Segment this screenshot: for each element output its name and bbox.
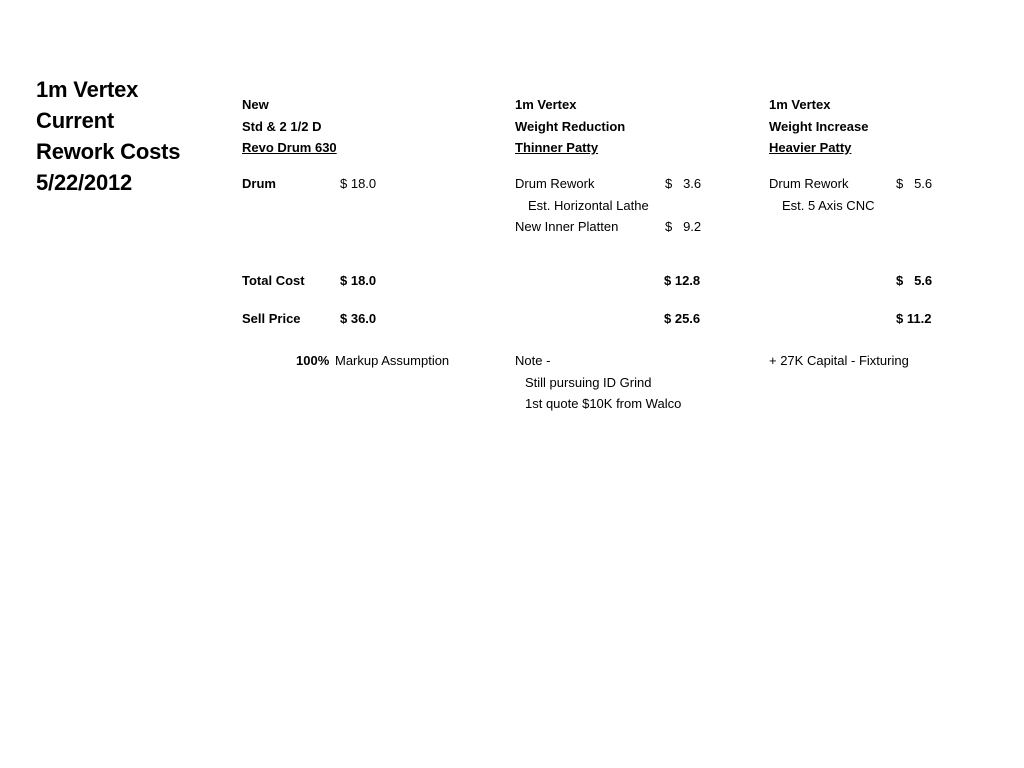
increase-item-1-value: $ 5.6: [896, 176, 933, 191]
drum-label: Drum: [242, 176, 276, 191]
total-cost-reduction: $ 12.8: [664, 273, 701, 288]
total-cost-label: Total Cost: [242, 273, 305, 288]
reduction-item-1-value: $ 3.6: [665, 176, 702, 191]
reduction-item-1-note: Est. Horizontal Lathe: [528, 198, 649, 213]
increase-item-1-label: Drum Rework: [769, 176, 849, 191]
title-line-3: Rework Costs: [36, 139, 181, 164]
col-increase-header-3: Heavier Patty: [769, 140, 852, 155]
title-line-2: Current: [36, 108, 115, 133]
reduction-item-2-value: $ 9.2: [665, 219, 702, 234]
markup-percent: 100%: [296, 353, 330, 368]
title-line-1: 1m Vertex: [36, 77, 139, 102]
col-increase-header-2: Weight Increase: [769, 119, 869, 134]
sell-price-new: $ 36.0: [340, 311, 377, 326]
col-reduction-header-3: Thinner Patty: [515, 140, 599, 155]
increase-note-1: + 27K Capital - Fixturing: [769, 353, 909, 368]
reduction-note-3: 1st quote $10K from Walco: [525, 396, 682, 411]
col-new-header-2: Std & 2 1/2 D: [242, 119, 322, 134]
col-new-header-3: Revo Drum 630: [242, 140, 337, 155]
reduction-item-2-label: New Inner Platten: [515, 219, 619, 234]
col-increase-header-1: 1m Vertex: [769, 97, 831, 112]
increase-item-1-note: Est. 5 Axis CNC: [782, 198, 875, 213]
title-line-4-date: 5/22/2012: [36, 170, 133, 195]
total-cost-increase: $ 5.6: [896, 273, 933, 288]
col-new-header-1: New: [242, 97, 269, 112]
col-reduction-header-2: Weight Reduction: [515, 119, 626, 134]
sell-price-reduction: $ 25.6: [664, 311, 701, 326]
total-cost-new: $ 18.0: [340, 273, 377, 288]
sell-price-increase: $ 11.2: [896, 311, 932, 326]
markup-label: Markup Assumption: [335, 353, 450, 368]
drum-value: $ 18.0: [340, 176, 377, 191]
sell-price-label: Sell Price: [242, 311, 301, 326]
reduction-note-1: Note -: [515, 353, 551, 368]
page-title: [36, 74, 180, 198]
col-reduction-header-1: 1m Vertex: [515, 97, 577, 112]
reduction-note-2: Still pursuing ID Grind: [525, 375, 652, 390]
reduction-item-1-label: Drum Rework: [515, 176, 595, 191]
